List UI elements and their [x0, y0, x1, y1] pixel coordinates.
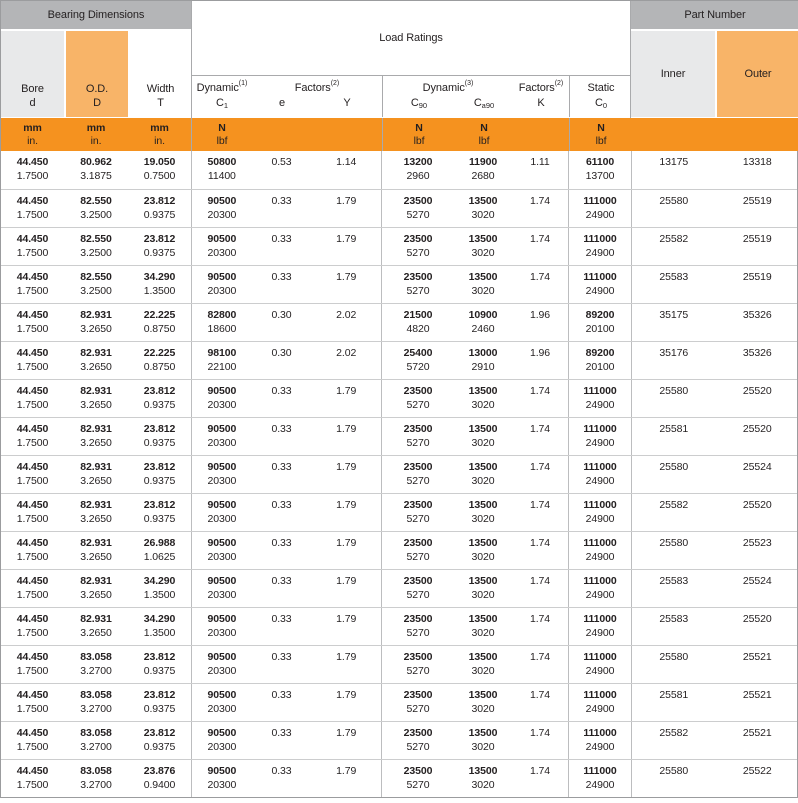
bore-cell: 44.450 1.7500 — [16, 347, 49, 373]
inner-part-cell: 25580 — [659, 461, 689, 473]
width-cell: 23.812 0.9375 — [143, 233, 176, 259]
c1-cell: 90500 20300 — [207, 499, 237, 525]
c0-cell: 111000 24900 — [583, 423, 617, 449]
width-cell: 23.812 0.9375 — [143, 727, 176, 753]
c1-cell: 90500 20300 — [207, 195, 237, 221]
inner-part-cell: 25581 — [659, 423, 689, 435]
c1-units: N lbf — [216, 121, 228, 147]
k-cell: 1.74 — [529, 385, 551, 397]
outer-part-cell: 25519 — [742, 271, 772, 283]
table-row — [1, 645, 797, 683]
ca90-cell: 13500 3020 — [468, 423, 498, 449]
e-cell: 0.33 — [271, 233, 292, 245]
k-cell: 1.74 — [529, 423, 551, 435]
table-row — [1, 683, 797, 721]
table-row — [1, 151, 797, 189]
c90-cell: 23500 5270 — [403, 423, 433, 449]
part-number-column-headers — [631, 31, 798, 117]
factors2-label-2: Factors$^{(2)}$ — [518, 80, 564, 94]
inner-part-cell: 13175 — [659, 156, 689, 168]
width-cell: 34.290 1.3500 — [143, 575, 176, 601]
c0-cell: 111000 24900 — [583, 727, 617, 753]
c1-cell: 98100 22100 — [207, 347, 237, 373]
outer-column-header: Outer — [715, 31, 798, 117]
od-cell: 82.931 3.2650 — [80, 499, 112, 525]
c0-cell: 111000 24900 — [583, 537, 617, 563]
width-units: mm in. — [150, 121, 169, 147]
width-cell: 23.812 0.9375 — [143, 461, 176, 487]
inner-part-cell: 25583 — [659, 613, 689, 625]
ca90-cell: 13500 3020 — [468, 271, 498, 297]
ca90-cell: 13500 3020 — [468, 613, 498, 639]
k-cell: 1.74 — [529, 233, 551, 245]
od-cell: 82.550 3.2500 — [80, 195, 112, 221]
c1-cell: 90500 20300 — [207, 537, 237, 563]
c90-cell: 23500 5270 — [403, 613, 433, 639]
outer-part-cell: 25522 — [742, 765, 772, 777]
c1-cell: 90500 20300 — [207, 233, 237, 259]
od-cell: 82.550 3.2500 — [80, 271, 112, 297]
k-cell: 1.96 — [529, 309, 551, 321]
width-cell: 23.812 0.9375 — [143, 195, 176, 221]
table-row — [1, 569, 797, 607]
inner-part-cell: 25582 — [659, 499, 689, 511]
ca90-cell: 13000 2910 — [468, 347, 498, 373]
y-cell: 1.79 — [336, 271, 357, 283]
k-cell: 1.74 — [529, 765, 551, 777]
inner-column-header: Inner — [631, 31, 715, 117]
width-cell: 23.812 0.9375 — [143, 423, 176, 449]
table-row — [1, 189, 797, 227]
c90-cell: 13200 2960 — [403, 156, 433, 182]
width-cell: 23.876 0.9400 — [143, 765, 176, 791]
outer-part-cell: 35326 — [742, 347, 772, 359]
table-row — [1, 531, 797, 569]
c90-cell: 23500 5270 — [403, 537, 433, 563]
k-cell: 1.74 — [529, 575, 551, 587]
c1-cell: 90500 20300 — [207, 423, 237, 449]
c0-cell: 89200 20100 — [585, 309, 615, 335]
c1-cell: 90500 20300 — [207, 651, 237, 677]
od-cell: 82.931 3.2650 — [80, 461, 112, 487]
load-ratings-header: Load Ratings — [192, 1, 630, 75]
inner-part-cell: 25580 — [659, 385, 689, 397]
k-symbol: K — [537, 97, 545, 109]
k-cell: 1.74 — [529, 689, 551, 701]
width-cell: 23.812 0.9375 — [143, 499, 176, 525]
outer-part-cell: 35326 — [742, 309, 772, 321]
c0-cell: 111000 24900 — [583, 271, 617, 297]
width-cell: 23.812 0.9375 — [143, 385, 176, 411]
dynamic3-group-header — [382, 76, 569, 117]
bore-cell: 44.450 1.7500 — [16, 651, 49, 677]
k-cell: 1.74 — [529, 613, 551, 625]
od-cell: 82.550 3.2500 — [80, 233, 112, 259]
bore-cell: 44.450 1.7500 — [16, 689, 49, 715]
ca90-cell: 13500 3020 — [468, 233, 498, 259]
outer-part-cell: 25524 — [742, 461, 772, 473]
e-cell: 0.33 — [271, 537, 292, 549]
e-cell: 0.33 — [271, 765, 292, 777]
k-cell: 1.74 — [529, 537, 551, 549]
ca90-units: N lbf — [478, 121, 490, 147]
dimension-column-headers — [1, 31, 191, 117]
od-cell: 82.931 3.2650 — [80, 423, 112, 449]
ca90-cell: 11900 2680 — [468, 156, 498, 182]
y-cell: 1.14 — [336, 156, 357, 168]
ca90-cell: 13500 3020 — [468, 765, 498, 791]
e-cell: 0.33 — [271, 575, 292, 587]
table-row — [1, 493, 797, 531]
e-cell: 0.30 — [271, 309, 292, 321]
load-ratings-section — [191, 1, 631, 151]
ca90-cell: 13500 3020 — [468, 651, 498, 677]
c0-cell: 111000 24900 — [583, 765, 617, 791]
static-group-header — [569, 76, 632, 117]
bore-cell: 44.450 1.7500 — [16, 195, 49, 221]
outer-part-cell: 25520 — [742, 499, 772, 511]
bore-cell: 44.450 1.7500 — [16, 613, 49, 639]
od-cell: 80.962 3.1875 — [80, 156, 112, 182]
width-cell: 34.290 1.3500 — [143, 271, 176, 297]
c1-cell: 90500 20300 — [207, 689, 237, 715]
dynamic1-group-header — [192, 76, 382, 117]
outer-part-cell: 25524 — [742, 575, 772, 587]
c0-cell: 111000 24900 — [583, 651, 617, 677]
e-cell: 0.33 — [271, 613, 292, 625]
outer-part-cell: 25523 — [742, 537, 772, 549]
bore-cell: 44.450 1.7500 — [16, 727, 49, 753]
k-cell: 1.96 — [529, 347, 551, 359]
e-cell: 0.33 — [271, 385, 292, 397]
e-cell: 0.33 — [271, 727, 292, 739]
e-cell: 0.33 — [271, 423, 292, 435]
y-cell: 1.79 — [336, 423, 357, 435]
od-cell: 83.058 3.2700 — [80, 689, 112, 715]
bore-column-header: Bore d — [1, 31, 64, 117]
e-cell: 0.33 — [271, 195, 292, 207]
c1-cell: 90500 20300 — [207, 461, 237, 487]
k-cell: 1.74 — [529, 195, 551, 207]
table-row — [1, 341, 797, 379]
od-cell: 82.931 3.2650 — [80, 309, 112, 335]
c1-cell: 90500 20300 — [207, 613, 237, 639]
y-cell: 1.79 — [336, 195, 357, 207]
c90-cell: 23500 5270 — [403, 461, 433, 487]
bore-cell: 44.450 1.7500 — [16, 461, 49, 487]
c1-cell: 90500 20300 — [207, 575, 237, 601]
y-cell: 1.79 — [336, 385, 357, 397]
bore-cell: 44.450 1.7500 — [16, 309, 49, 335]
e-cell: 0.33 — [271, 499, 292, 511]
c0-cell: 111000 24900 — [583, 461, 617, 487]
inner-part-cell: 25580 — [659, 537, 689, 549]
bearing-dimensions-header: Bearing Dimensions — [1, 1, 191, 31]
c0-cell: 111000 24900 — [583, 499, 617, 525]
c90-units: N lbf — [413, 121, 425, 147]
c1-symbol: $C_1$ — [215, 97, 229, 110]
y-symbol: Y — [343, 97, 351, 109]
outer-part-cell: 25520 — [742, 423, 772, 435]
c0-cell: 111000 24900 — [583, 575, 617, 601]
od-column-header: O.D. D — [64, 31, 128, 117]
c90-cell: 23500 5270 — [403, 499, 433, 525]
table-row — [1, 607, 797, 645]
c1-cell: 90500 20300 — [207, 271, 237, 297]
table-row — [1, 379, 797, 417]
c1-cell: 90500 20300 — [207, 765, 237, 791]
od-units: mm in. — [86, 121, 106, 147]
width-cell: 34.290 1.3500 — [143, 613, 176, 639]
e-cell: 0.53 — [271, 156, 292, 168]
table-row — [1, 417, 797, 455]
bore-units: mm in. — [23, 121, 42, 147]
bore-cell: 44.450 1.7500 — [16, 156, 49, 182]
dynamic3-label: Dynamic$^{(3)}$ — [422, 80, 474, 94]
y-cell: 1.79 — [336, 613, 357, 625]
width-cell: 26.988 1.0625 — [143, 537, 176, 563]
y-cell: 1.79 — [336, 765, 357, 777]
bore-cell: 44.450 1.7500 — [16, 271, 49, 297]
od-cell: 82.931 3.2650 — [80, 575, 112, 601]
c90-cell: 23500 5270 — [403, 765, 433, 791]
c1-cell: 82800 18600 — [207, 309, 237, 335]
width-cell: 22.225 0.8750 — [143, 309, 176, 335]
outer-part-cell: 25520 — [742, 385, 772, 397]
k-cell: 1.11 — [530, 156, 550, 168]
dimension-units-row — [1, 117, 191, 151]
factors2-label: Factors$^{(2)}$ — [294, 80, 340, 94]
static-label: Static — [587, 82, 615, 94]
inner-part-cell: 25580 — [659, 765, 689, 777]
table-row — [1, 455, 797, 493]
width-cell: 23.812 0.9375 — [143, 651, 176, 677]
load-ratings-subheaders — [192, 75, 630, 117]
outer-part-cell: 25521 — [742, 651, 772, 663]
bore-cell: 44.450 1.7500 — [16, 423, 49, 449]
table-row — [1, 303, 797, 341]
c0-cell: 111000 24900 — [583, 233, 617, 259]
table-row — [1, 721, 797, 759]
y-cell: 2.02 — [336, 309, 357, 321]
y-cell: 1.79 — [336, 537, 357, 549]
od-cell: 82.931 3.2650 — [80, 385, 112, 411]
y-cell: 2.02 — [336, 347, 357, 359]
outer-part-cell: 25519 — [742, 195, 772, 207]
y-cell: 1.79 — [336, 651, 357, 663]
c0-cell: 61100 13700 — [585, 156, 615, 182]
od-cell: 83.058 3.2700 — [80, 727, 112, 753]
k-cell: 1.74 — [529, 461, 551, 473]
bearing-dimensions-section — [1, 1, 191, 151]
part-number-section — [631, 1, 798, 151]
ca90-cell: 13500 3020 — [468, 575, 498, 601]
y-cell: 1.79 — [336, 727, 357, 739]
ca90-cell: 10900 2460 — [468, 309, 498, 335]
c90-cell: 23500 5270 — [403, 689, 433, 715]
part-number-header: Part Number — [631, 1, 798, 31]
bore-cell: 44.450 1.7500 — [16, 575, 49, 601]
e-cell: 0.33 — [271, 689, 292, 701]
od-cell: 83.058 3.2700 — [80, 651, 112, 677]
k-cell: 1.74 — [529, 727, 551, 739]
e-cell: 0.33 — [271, 271, 292, 283]
c0-units: N lbf — [595, 121, 607, 147]
c1-cell: 90500 20300 — [207, 727, 237, 753]
bore-cell: 44.450 1.7500 — [16, 233, 49, 259]
c90-cell: 25400 5720 — [403, 347, 433, 373]
inner-part-cell: 25582 — [659, 233, 689, 245]
inner-part-cell: 25580 — [659, 195, 689, 207]
y-cell: 1.79 — [336, 233, 357, 245]
c90-cell: 23500 5270 — [403, 195, 433, 221]
inner-part-cell: 25583 — [659, 271, 689, 283]
e-cell: 0.33 — [271, 651, 292, 663]
k-cell: 1.74 — [529, 271, 551, 283]
od-cell: 82.931 3.2650 — [80, 613, 112, 639]
e-symbol: e — [278, 97, 286, 109]
outer-part-cell: 25519 — [742, 233, 772, 245]
outer-part-cell: 25520 — [742, 613, 772, 625]
inner-part-cell: 35175 — [659, 309, 689, 321]
ca90-cell: 13500 3020 — [468, 537, 498, 563]
dynamic1-label: Dynamic$^{(1)}$ — [196, 80, 248, 94]
c90-cell: 23500 5270 — [403, 385, 433, 411]
table-row — [1, 227, 797, 265]
c0-cell: 111000 24900 — [583, 195, 617, 221]
ca90-cell: 13500 3020 — [468, 689, 498, 715]
c0-symbol: $C_0$ — [594, 97, 608, 110]
bore-cell: 44.450 1.7500 — [16, 765, 49, 791]
c90-cell: 23500 5270 — [403, 271, 433, 297]
ca90-cell: 13500 3020 — [468, 461, 498, 487]
e-cell: 0.33 — [271, 461, 292, 473]
k-cell: 1.74 — [529, 651, 551, 663]
c0-cell: 111000 24900 — [583, 689, 617, 715]
ca90-cell: 13500 3020 — [468, 727, 498, 753]
bore-cell: 44.450 1.7500 — [16, 537, 49, 563]
c1-cell: 90500 20300 — [207, 385, 237, 411]
width-column-header: Width T — [128, 31, 191, 117]
k-cell: 1.74 — [529, 499, 551, 511]
od-cell: 82.931 3.2650 — [80, 537, 112, 563]
y-cell: 1.79 — [336, 575, 357, 587]
width-cell: 19.050 0.7500 — [143, 156, 176, 182]
width-cell: 23.812 0.9375 — [143, 689, 176, 715]
od-cell: 82.931 3.2650 — [80, 347, 112, 373]
ca90-symbol: $C_{a90}$ — [473, 97, 495, 110]
table-body — [1, 151, 797, 797]
inner-part-cell: 25581 — [659, 689, 689, 701]
load-units-row — [192, 117, 630, 151]
c90-cell: 23500 5270 — [403, 727, 433, 753]
y-cell: 1.79 — [336, 461, 357, 473]
c90-cell: 23500 5270 — [403, 233, 433, 259]
table-row — [1, 759, 797, 797]
table-header — [1, 1, 797, 151]
e-cell: 0.30 — [271, 347, 292, 359]
c90-cell: 23500 5270 — [403, 651, 433, 677]
bore-cell: 44.450 1.7500 — [16, 385, 49, 411]
width-cell: 22.225 0.8750 — [143, 347, 176, 373]
y-cell: 1.79 — [336, 689, 357, 701]
ca90-cell: 13500 3020 — [468, 195, 498, 221]
ca90-cell: 13500 3020 — [468, 499, 498, 525]
c1-cell: 50800 11400 — [207, 156, 237, 182]
bore-cell: 44.450 1.7500 — [16, 499, 49, 525]
c90-cell: 21500 4820 — [403, 309, 433, 335]
c90-cell: 23500 5270 — [403, 575, 433, 601]
c90-symbol: $C_{90}$ — [410, 97, 428, 110]
outer-part-cell: 13318 — [742, 156, 772, 168]
outer-part-cell: 25521 — [742, 689, 772, 701]
ca90-cell: 13500 3020 — [468, 385, 498, 411]
c0-cell: 111000 24900 — [583, 385, 617, 411]
c0-cell: 111000 24900 — [583, 613, 617, 639]
inner-part-cell: 25583 — [659, 575, 689, 587]
inner-part-cell: 35176 — [659, 347, 689, 359]
part-number-units-row — [631, 117, 798, 151]
outer-part-cell: 25521 — [742, 727, 772, 739]
inner-part-cell: 25582 — [659, 727, 689, 739]
table-row — [1, 265, 797, 303]
inner-part-cell: 25580 — [659, 651, 689, 663]
od-cell: 83.058 3.2700 — [80, 765, 112, 791]
y-cell: 1.79 — [336, 499, 357, 511]
c0-cell: 89200 20100 — [585, 347, 615, 373]
